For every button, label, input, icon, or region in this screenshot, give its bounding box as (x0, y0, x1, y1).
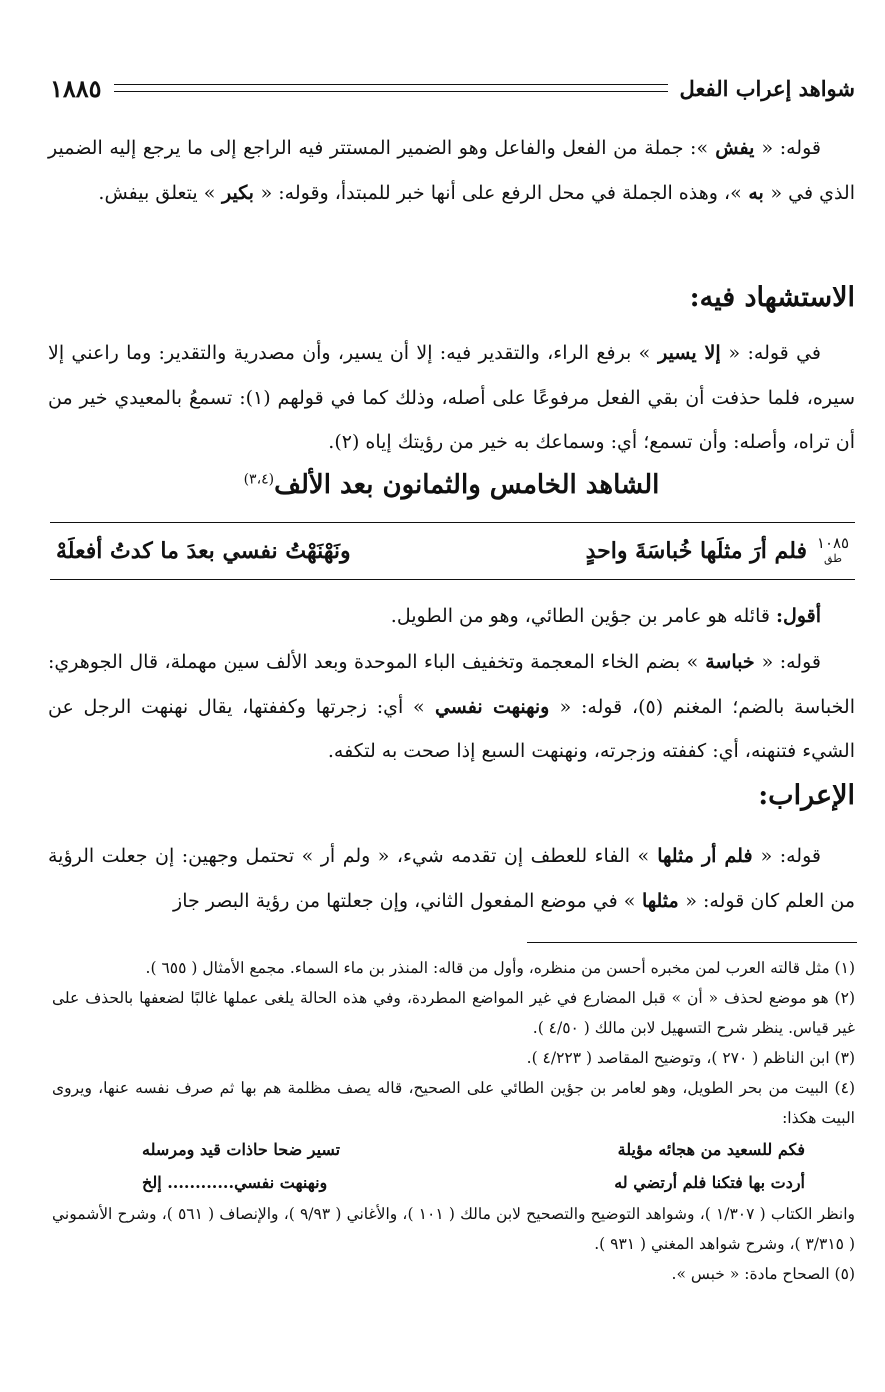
keyword: ونهنهت نفسي (424, 695, 560, 718)
footnote-4: (٤) البيت من بحر الطويل، وهو لعامر بن جؤين الطائي على الصحيح، قاله يصف مظلمة هم بها ثم صرف نفسه عنها، ويروى البيت هكذا: (52, 1079, 855, 1127)
footnote-3: (٣) ابن الناظم ( ٢٧٠ )، وتوضيح المقاصد ( ٤/٢٢٣ ). (526, 1049, 855, 1067)
verse-first-hemistich: فلم أرَ مثلَها خُباسَةَ واحدٍ (585, 538, 807, 564)
running-header (50, 70, 855, 106)
keyword: خباسة (698, 651, 762, 673)
keyword: بكير (215, 181, 261, 204)
paragraph-khubasa: قوله: « خباسة » بضم الخاء المعجمة وتخفيف الباء الموحدة وبعد الألف سين مهملة، قال الجوهري: الخباسة بالضم؛ المغنم (٥)، قوله: « ونهنهت نفسي » أي: زجرتها وكففتها، يقال نهنهت الرجل عن الشيء فتنهنه، أي: كففته وزجرته، ونهنهت السبع إذا صحت به لتكفه. (48, 651, 855, 762)
paragraph-aqul: أقول: قائله هو عامر بن جؤين الطائي، وهو من الطويل. (390, 605, 821, 627)
footnote-divider (527, 942, 857, 943)
footnote-5: (٥) الصحاح مادة: « خبس ». (671, 1265, 855, 1283)
keyword: يفش (708, 137, 762, 159)
verse-second-hemistich: ونَهْنَهْتُ نفسي بعدَ ما كدتُ أفعلَهْ (56, 538, 351, 564)
heading-istishhad: الاستشهاد فيه: (689, 282, 855, 313)
poem-line: أردت بها فتكنا فلم أرتضي له ونهنهت نفسي............ إلخ (142, 1173, 805, 1192)
keyword: إلا يسير (650, 342, 729, 364)
keyword: أقول: (776, 605, 821, 627)
keyword: به (741, 181, 771, 204)
verse-number: ١٠٨٥ طق (816, 534, 850, 565)
poem-line: فكم للسعيد من هجائه مؤيلة تسير ضحا حاذات قيد ومرسله (142, 1140, 805, 1159)
footnote-2: (٢) هو موضع لحذف « أن » قبل المضارع في غير المواضع المطردة، وفي هذه الحالة يلغى عملها غالبًا لضعفها بالحذف على غير قياس. ينظر شرح التسهيل لابن مالك ( ٤/٥٠ ). (52, 989, 855, 1037)
keyword: مثلها (635, 889, 686, 912)
witness-heading (48, 470, 855, 500)
paragraph-yafush: قوله: « يفش »: جملة من الفعل والفاعل وهو الضمير المستتر فيه الراجع إلى ما يرجع إليه الضمير الذي في « به »، وهذه الجملة في محل الرفع على أنها خبر للمبتدأ، وقوله: « بكير » يتعلق بيفش. (48, 137, 855, 204)
footnotes (52, 953, 855, 1289)
meter-tag: طق (824, 552, 842, 565)
page-number: ١٨٨٥ (50, 73, 102, 103)
header-title: شواهد إعراب الفعل (679, 75, 855, 101)
footnote-1: (١) مثل قالته العرب لمن مخبره أحسن من منظره، وأول من قاله: المنذر بن ماء السماء. مجمع الأمثال ( ٦٥٥ ). (145, 959, 855, 977)
header-rule (114, 84, 668, 92)
keyword: فلم أر مثلها (649, 845, 761, 867)
heading-irab: الإعراب: (758, 780, 855, 811)
footnote-4-sources: وانظر الكتاب ( ١/٣٠٧ )، وشواهد التوضيح والتصحيح لابن مالك ( ١٠١ )، والأغاني ( ٩/٩٣ )، والإنصاف ( ٥٦١ )، وشرح الأشموني ( ٣/٣١٥ )، وشرح شواهد المغني ( ٩٣١ ). (52, 1205, 856, 1253)
witness-note-ref: (٣،٤) (243, 471, 275, 488)
paragraph-irab: قوله: « فلم أر مثلها » الفاء للعطف إن تقدمه شيء، « ولم أر » تحتمل وجهين: إن جعلت الرؤية من العلم كان قوله: « مثلها » في موضع المفعول الثاني، وإن جعلتها من رؤية البصر جاز (48, 845, 855, 912)
paragraph-istishhad: في قوله: « إلا يسير » برفع الراء، والتقدير فيه: إلا أن يسير، وأن مصدرية والتقدير: وما راعني إلا سيره، فلما حذفت أن بقي الفعل مرفوعًا على أصله، وذلك كما في قولهم (١): تسمعُ بالمعيدي خير من أن تراه، وأصله: وأن تسمع؛ أي: وسماعك به خير من رؤيتك إياه (٢). (48, 342, 855, 453)
verse-box (50, 522, 855, 580)
witness-title: الشاهد الخامس والثمانون بعد الألف (274, 470, 660, 500)
